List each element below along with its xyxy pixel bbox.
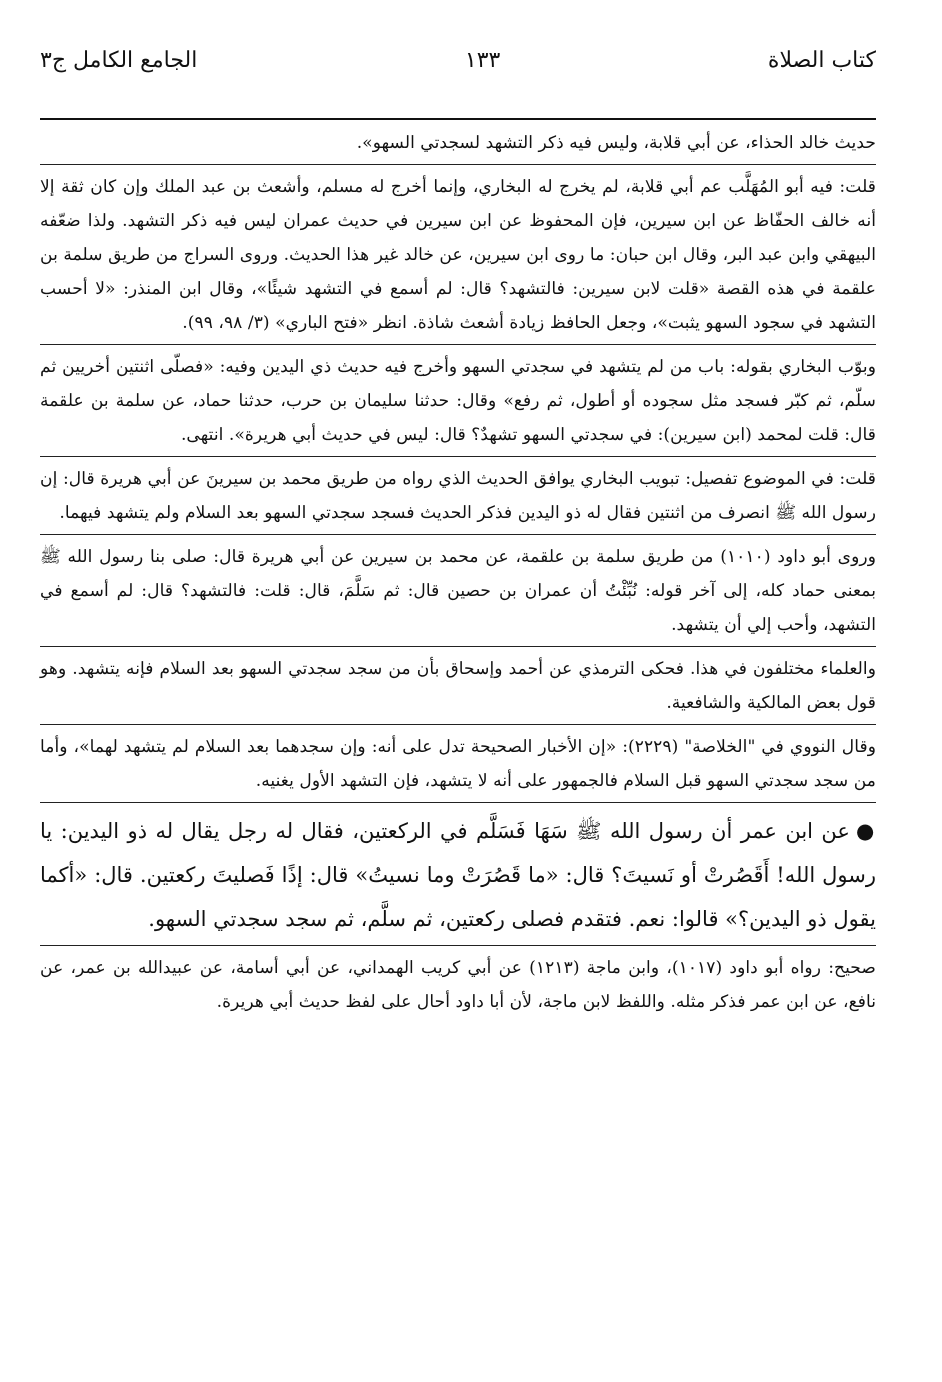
divider	[40, 724, 876, 725]
page-number: ١٣٣	[464, 48, 501, 73]
takhrij-note: صحيح: رواه أبو داود (١٠١٧)، وابن ماجة (١٢١٣) عن أبي كريب الهمداني، عن أبي أسامة، عن عبيدالله بن عمر، عن نافع، عن ابن عمر فذكر مثله. واللفظ لابن ماجة، لأن أبا داود أحال على لفظ حديث أبي هريرة.	[40, 958, 876, 1012]
bullet-icon: ●	[855, 819, 877, 843]
header-rule	[40, 118, 876, 120]
paragraph: وبوّب البخاري بقوله: باب من لم يتشهد في سجدتي السهو وأخرج فيه حديث ذي اليدين وفيه: «فصلّى اثنتين أخريين ثم سلّم، ثم كبّر فسجد مثل سجوده أو أطول، ثم رفع» وقال: حدثنا سليمان بن حرب، حدثنا حماد، عن سلمة بن علقمة قال: قلت لمحمد (ابن سيرين): في سجدتي السهو تشهدٌ؟ قال: ليس في حديث أبي هريرة». انتهى.	[40, 357, 876, 445]
paragraph: حديث خالد الحذاء، عن أبي قلابة، وليس فيه ذكر التشهد لسجدتي السهو».	[356, 133, 876, 153]
paragraph: وقال النووي في "الخلاصة" (٢٢٢٩): «إن الأخبار الصحيحة تدل على أنه: وإن سجدهما بعد السلام لم يتشهد لهما»، وأما من سجد سجدتي السهو قبل السلام فالجمهور على أنه لا يتشهد، فإن التشهد الأول يغنيه.	[40, 737, 876, 791]
divider	[40, 945, 876, 946]
paragraph: قلت: في الموضوع تفصيل: تبويب البخاري يوافق الحديث الذي رواه من طريق محمد بن سيرينَ عن أبي هريرة قال: إن رسول الله ﷺ انصرف من اثنتين فقال له ذو اليدين فذكر الحديث فسجد سجدتي السهو بعد السلام ولم يتشهد فيهما.	[40, 469, 876, 523]
paragraph: والعلماء مختلفون في هذا. فحكى الترمذي عن أحمد وإسحاق بأن من سجد سجدتي السهو بعد السلام فإنه يتشهد. وهو قول بعض المالكية والشافعية.	[40, 659, 876, 713]
book-title: كتاب الصلاة	[767, 48, 876, 73]
hadith-text	[40, 809, 876, 941]
divider	[40, 344, 876, 345]
volume-title: الجامع الكامل ج٣	[40, 48, 198, 73]
paragraph: قلت: فيه أبو المُهَلَّب عم أبي قلابة، لم يخرج له البخاري، وإنما أخرج له مسلم، وأشعث بن عبد الملك وإن كان ثقة إلا أنه خالف الحفّاظ عن ابن سيرين، فإن المحفوظ عن ابن سيرين في حديث عمران ليس فيه ذكر التشهد. ولذا ضعّفه البيهقي وابن عبد البر، وقال ابن حبان: ما روى ابن سيرين، عن خالد غير هذا الحديث. وروى السراج من طريق سلمة بن علقمة في هذه القصة «قلت لابن سيرين: فالتشهد؟ قال: لم أسمع في التشهد شيئًا»، وقال ابن المنذر: «لا أحسب التشهد في سجود السهو يثبت»، وجعل الحافظ زيادة أشعث شاذة. انظر «فتح الباري» (٣/ ٩٨، ٩٩).	[40, 177, 876, 333]
divider	[40, 646, 876, 647]
page-body	[40, 126, 876, 1019]
page-header	[40, 48, 876, 73]
paragraph: وروى أبو داود (١٠١٠) من طريق سلمة بن علقمة، عن محمد بن سيرين عن أبي هريرة قال: صلى بنا رسول الله ﷺ بمعنى حماد كله، إلى آخر قوله: نُبِّئْتُ أن عمران بن حصين قال: ثم سَلَّمَ، قال: قلت: فالتشهد؟ قال: لم أسمع في التشهد، وأحب إلي أن يتشهد.	[40, 547, 876, 635]
divider	[40, 456, 876, 457]
divider	[40, 164, 876, 165]
divider	[40, 802, 876, 803]
hadith-body: عن ابن عمر أن رسول الله ﷺ سَهَا فَسَلَّم في الركعتين، فقال له رجل يقال له ذو اليدين: يا رسول الله! أَقَصُرتْ أو نَسيتَ؟ قال: «ما قَصُرَتْ وما نسيتُ» قال: إذًا فَصليتَ ركعتين. قال: «أكما يقول ذو اليدين؟» قالوا: نعم. فتقدم فصلى ركعتين، ثم سلَّم، ثم سجد سجدتي السهو.	[40, 819, 876, 931]
divider	[40, 534, 876, 535]
